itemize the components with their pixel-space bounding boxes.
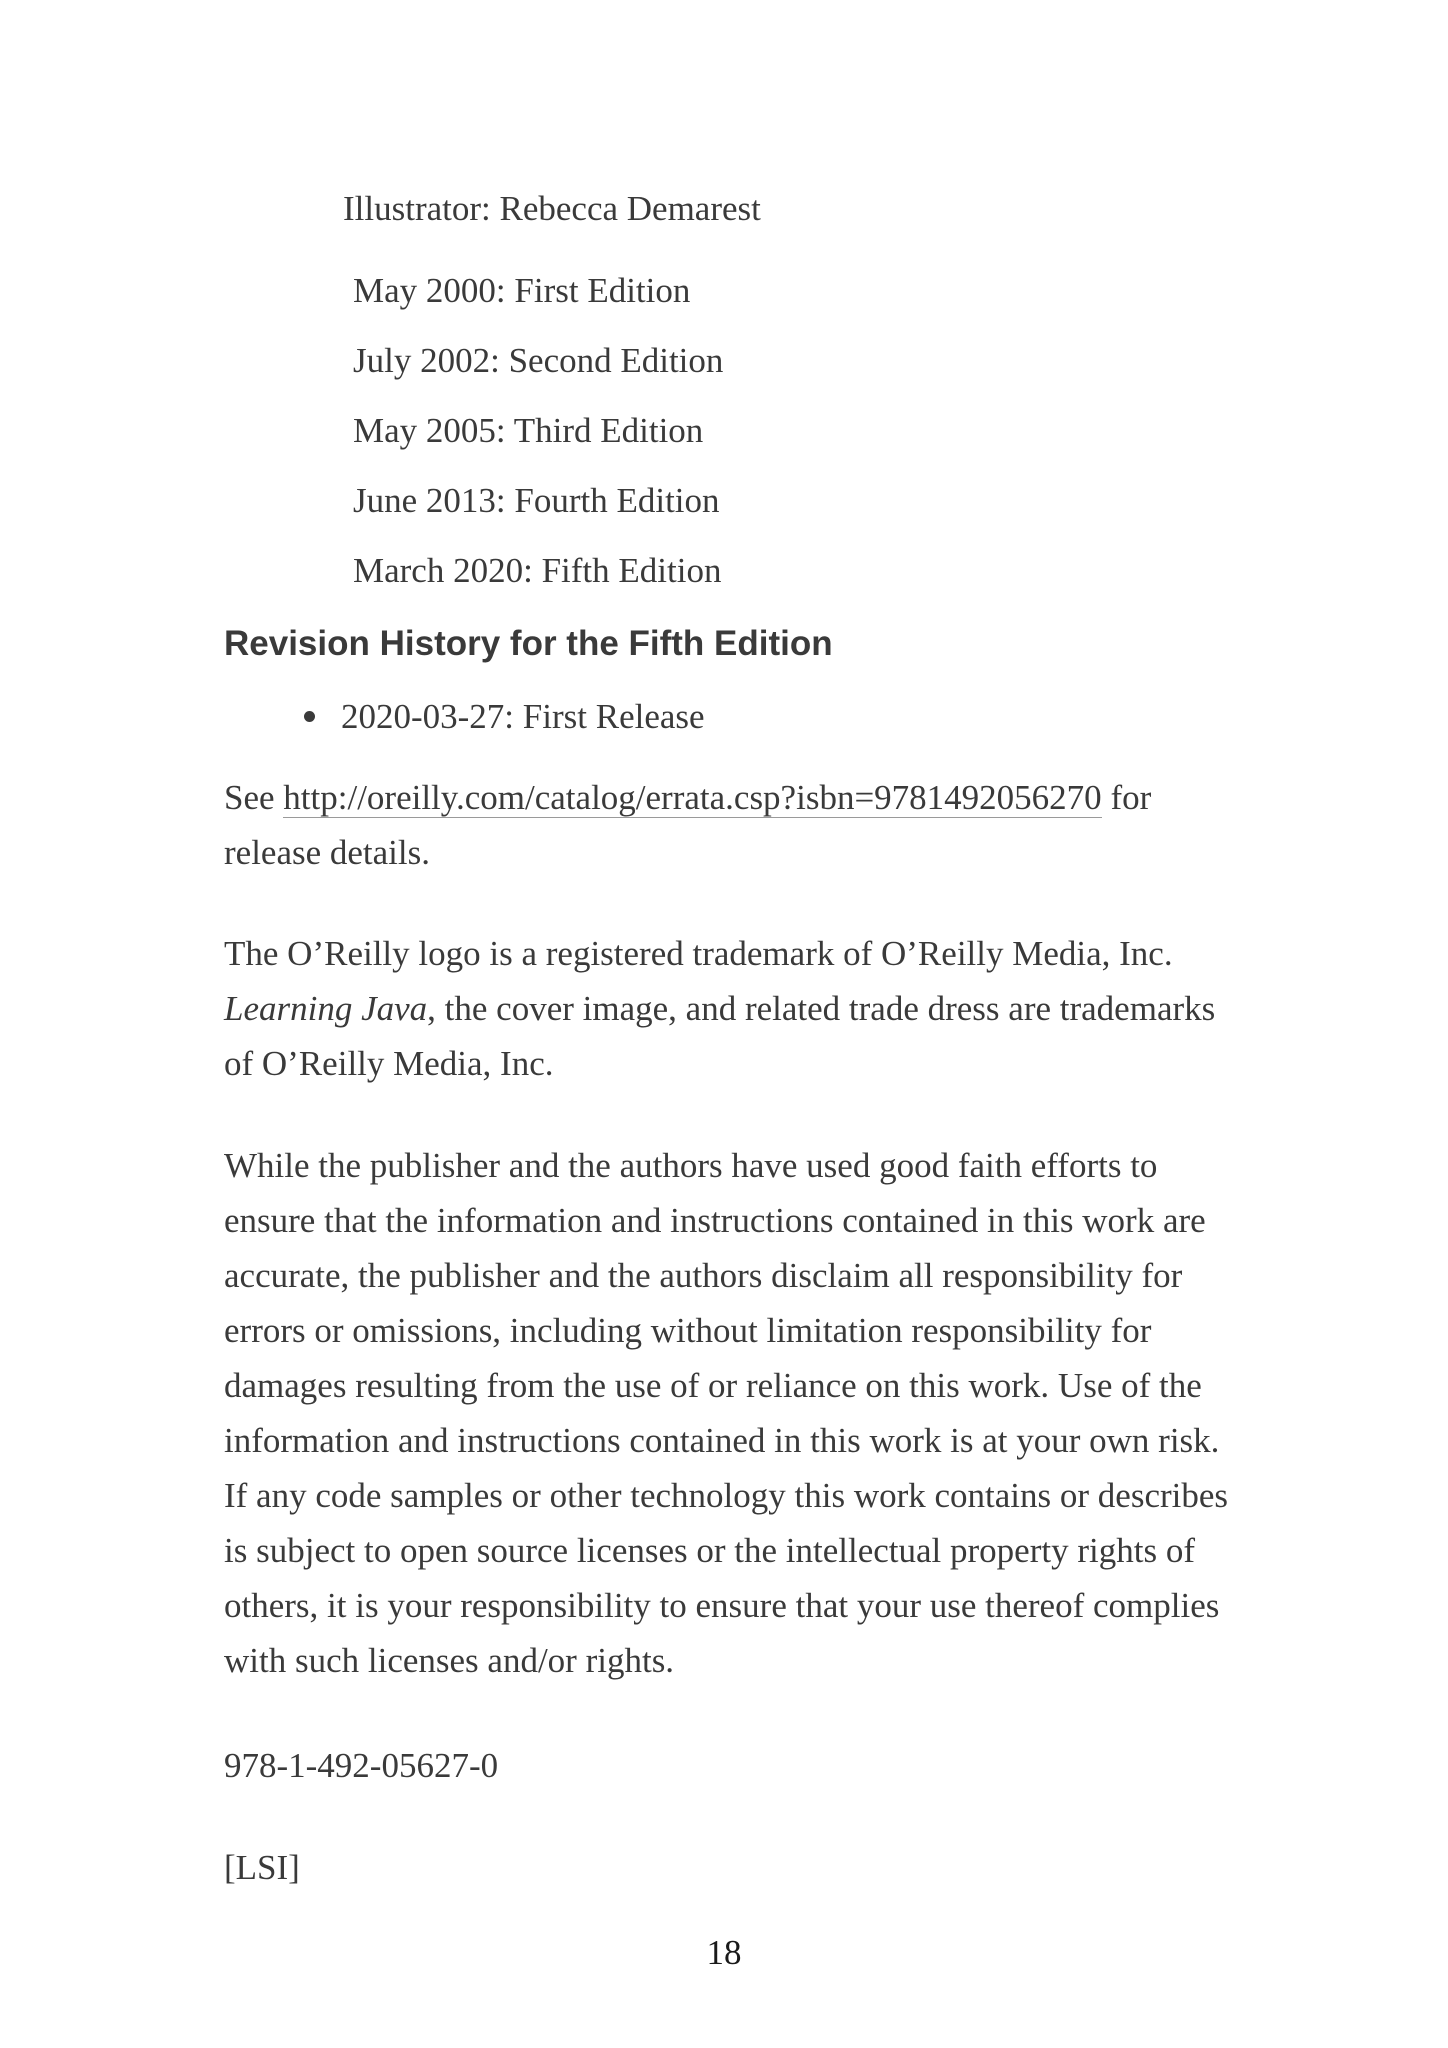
errata-link[interactable]: http://oreilly.com/catalog/errata.csp?isbn=9781492056270 — [283, 778, 1102, 817]
illustrator-credit: Illustrator: Rebecca Demarest — [343, 189, 761, 228]
disclaimer-paragraph: While the publisher and the authors have used good faith efforts to ensure that the information and instructions contained in this work are accurate, the publisher and the authors disclaim all responsibility for errors or omissions, including without limitation responsibility for damages resulting from the use of or reliance on this work. Use of the information and instructions contained in this work is at your own risk. If any code samples or other technology this work contains or describes is subject to open source licenses or the intellectual property rights of others, it is your responsibility to ensure that your use thereof complies with such licenses and/or rights. — [224, 1146, 1229, 1680]
edition-entry: May 2005: Third Edition — [353, 411, 704, 450]
edition-entry: July 2002: Second Edition — [353, 341, 724, 380]
edition-history-list — [353, 266, 723, 616]
edition-entry: June 2013: Fourth Edition — [353, 481, 720, 520]
revision-history-heading: Revision History for the Fifth Edition — [224, 624, 833, 663]
edition-entry: March 2020: Fifth Edition — [353, 551, 722, 590]
errata-suffix: for release details. — [224, 778, 1152, 872]
page-number: 18 — [706, 1933, 742, 1972]
revision-entry — [304, 692, 705, 742]
revision-entry-text: 2020-03-27: First Release — [341, 697, 705, 736]
book-title: Learning Java — [224, 989, 428, 1028]
revision-history-list — [304, 692, 705, 742]
trademark-rest: , the cover image, and related trade dress are trademarks of O’Reilly Media, Inc. — [224, 989, 1216, 1083]
edition-entry: May 2000: First Edition — [353, 271, 691, 310]
printer-code: [LSI] — [224, 1848, 300, 1887]
bullet-icon — [304, 711, 315, 722]
trademark-paragraph — [224, 926, 1244, 1091]
trademark-line: The O’Reilly logo is a registered trademark of O’Reilly Media, Inc. — [224, 934, 1173, 973]
errata-paragraph — [224, 770, 1244, 880]
errata-prefix: See — [224, 778, 284, 817]
isbn: 978-1-492-05627-0 — [224, 1746, 499, 1785]
